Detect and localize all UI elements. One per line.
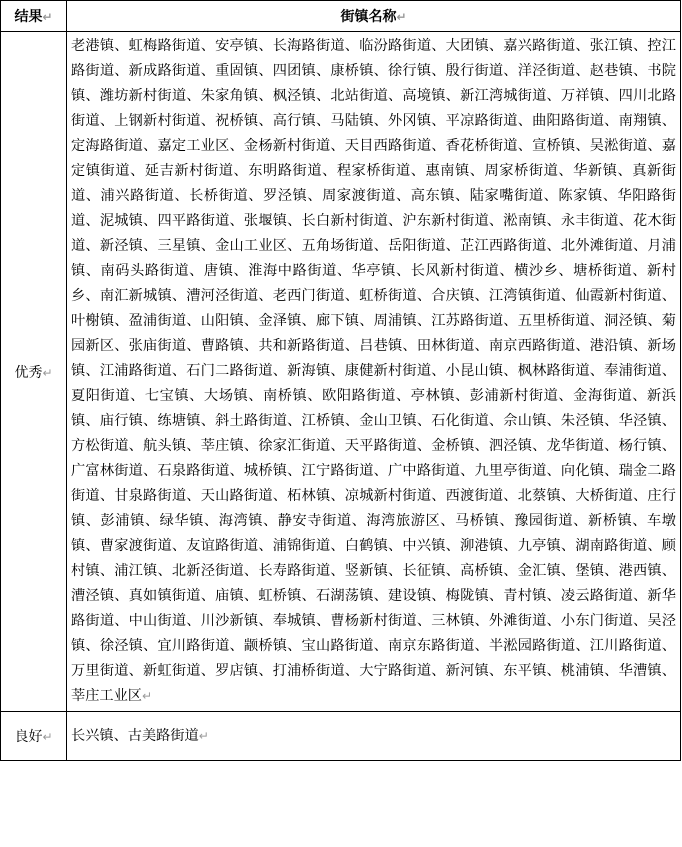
result-cell-excellent: 优秀↵ <box>1 32 67 712</box>
names-cell-excellent: 老港镇、虹梅路街道、安亭镇、长海路街道、临汾路街道、大团镇、嘉兴路街道、张江镇、控江路街道、新成路街道、重固镇、四团镇、康桥镇、徐行镇、殷行街道、洋泾街道、赵巷镇、书院镇、潍坊新村街道、朱家角镇、枫泾镇、北站街道、高境镇、新江湾城街道、万祥镇、四川北路街道、上钢新村街道、祝桥镇、高行镇、马陆镇、外冈镇、平凉路街道、曲阳路街道、南翔镇、定海路街道、嘉定工业区、金杨新村街道、天目西路街道、香花桥街道、宣桥镇、吴淞街道、嘉定镇街道、延吉新村街道、东明路街道、程家桥街道、惠南镇、周家桥街道、华新镇、真新街道、浦兴路街道、长桥街道、罗泾镇、周家渡街道、高东镇、陆家嘴街道、陈家镇、华阳路街道、泥城镇、四平路街道、张堰镇、长白新村街道、沪东新村街道、淞南镇、永丰街道、花木街道、新泾镇、三星镇、金山工业区、五角场街道、岳阳街道、芷江西路街道、北外滩街道、月浦镇、南码头路街道、唐镇、淮海中路街道、华亭镇、长风新村街道、横沙乡、塘桥街道、新村乡、南汇新城镇、漕河泾街道、老西门街道、虹桥街道、合庆镇、江湾镇街道、仙霞新村街道、叶榭镇、盈浦街道、山阳镇、金泽镇、廊下镇、周浦镇、江苏路街道、五里桥街道、洞泾镇、菊园新区、张庙街道、曹路镇、共和新路街道、吕巷镇、田林街道、南京西路街道、港沿镇、新场镇、江浦路街道、石门二路街道、新海镇、康健新村街道、小昆山镇、枫林路街道、奉浦街道、夏阳街道、七宝镇、大场镇、南桥镇、欧阳路街道、亭林镇、彭浦新村街道、金海街道、新浜镇、庙行镇、练塘镇、斜土路街道、江桥镇、金山卫镇、石化街道、佘山镇、朱泾镇、华泾镇、方松街道、航头镇、莘庄镇、徐家汇街道、天平路街道、金桥镇、泗泾镇、龙华街道、杨行镇、广富林街道、石泉路街道、城桥镇、江宁路街道、广中路街道、九里亭街道、向化镇、瑞金二路街道、甘泉路街道、天山路街道、柘林镇、凉城新村街道、西渡街道、北蔡镇、大桥街道、庄行镇、彭浦镇、绿华镇、海湾镇、静安寺街道、海湾旅游区、马桥镇、豫园街道、新桥镇、车墩镇、曹家渡街道、友谊路街道、浦锦街道、白鹤镇、中兴镇、泖港镇、九亭镇、湖南路街道、顾村镇、浦江镇、北新泾街道、长寿路街道、竖新镇、长征镇、高桥镇、金汇镇、堡镇、港西镇、漕泾镇、真如镇街道、庙镇、虹桥镇、石湖荡镇、建设镇、梅陇镇、青村镇、凌云路街道、新华路街道、中山街道、川沙新镇、奉城镇、曹杨新村街道、三林镇、外滩街道、小东门街道、吴泾镇、徐泾镇、宜川路街道、颛桥镇、宝山路街道、南京东路街道、半淞园路街道、江川路街道、万里街道、新虹街道、罗店镇、打浦桥街道、大宁路街道、新河镇、东平镇、桃浦镇、华漕镇、莘庄工业区↵ <box>67 32 681 712</box>
result-cell-good: 良好↵ <box>1 712 67 761</box>
paragraph-mark-icon: ↵ <box>141 689 153 703</box>
names-cell-good: 长兴镇、古美路街道↵ <box>67 712 681 761</box>
table-row <box>1 32 681 712</box>
paragraph-mark-icon: ↵ <box>198 728 209 743</box>
table-row <box>1 712 681 761</box>
paragraph-mark-icon: ↵ <box>42 365 53 380</box>
header-row <box>1 1 681 32</box>
header-result: 结果↵ <box>1 1 67 32</box>
paragraph-mark-icon: ↵ <box>42 10 53 24</box>
header-names: 街镇名称↵ <box>67 1 681 32</box>
paragraph-mark-icon: ↵ <box>42 730 53 744</box>
paragraph-mark-icon: ↵ <box>396 10 407 24</box>
